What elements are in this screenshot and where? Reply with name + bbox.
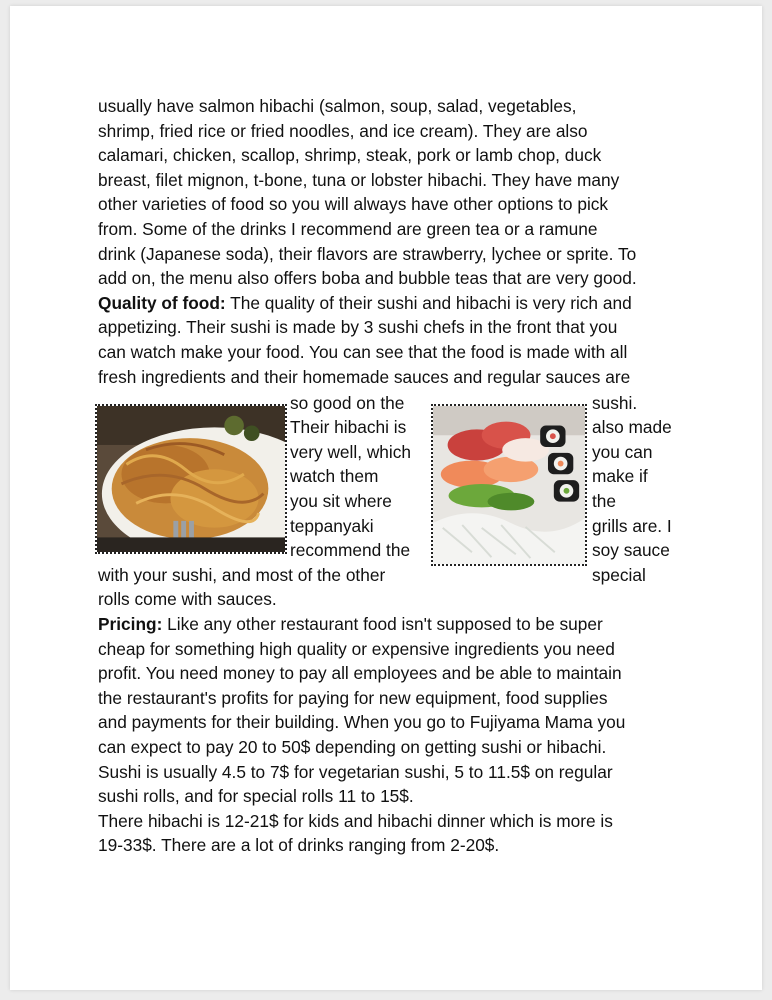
quality-first-line [98,291,632,316]
wrap-text-fragment: recommend the [290,540,411,561]
wrap-text-fragment: also made [592,417,672,438]
pricing-heading: Pricing: [98,614,163,634]
body-text-line: There hibachi is 12-21$ for kids and hibachi dinner which is more is [98,810,613,831]
wrap-text-fragment: you can [592,441,653,462]
quality-heading: Quality of food: [98,292,226,313]
pricing-text: Like any other restaurant food isn't supposed to be super [162,614,603,634]
wrap-text-fragment: you sit where [290,491,392,511]
wrap-text-fragment: watch them [290,466,379,487]
body-text-line: and payments for their building. When you go to Fujiyama Mama you [98,712,626,733]
wrap-text-fragment: very well, which [290,441,412,462]
pricing-first-line [98,612,603,637]
wrap-text-fragment: so good on the [290,392,405,413]
wrap-text-fragment: teppanyaki [290,515,374,536]
body-text-line: drink (Japanese soda), their flavors are strawberry, lychee or sprite. To [98,243,637,264]
hibachi-noodles-image [97,406,285,552]
hibachi-noodles-photo [95,404,287,554]
wrap-text-fragment: special [592,564,646,585]
body-text-line: breast, filet mignon, t-bone, tuna or lobster hibachi. They have many [98,169,620,190]
body-text-line: Sushi is usually 4.5 to 7$ for vegetarian sushi, 5 to 11.5$ on regular [98,761,613,782]
body-text-line: add on, the menu also offers boba and bubble teas that are very good. [98,268,637,289]
wrap-text-fragment: sushi. [592,392,638,413]
wrap-text-fragment: soy sauce [592,540,670,561]
body-text-line: 19-33$. There are a lot of drinks ranging from 2-20$. [98,835,500,856]
wrap-text-fragment: Their hibachi is [290,417,407,438]
body-text-line: can watch make your food. You can see that the food is made with all [98,342,628,362]
body-text-line: profit. You need money to pay all employees and be able to maintain [98,663,622,684]
wrap-text-fragment: grills are. I [592,515,672,536]
document-page [10,6,762,990]
body-text-line: fresh ingredients and their homemade sauces and regular sauces are [98,366,631,387]
body-text-line: the restaurant's profits for paying for new equipment, food supplies [98,687,608,708]
body-text-line: rolls come with sauces. [98,589,277,610]
sushi-platter-image [433,406,585,564]
body-text-line: shrimp, fried rice or fried noodles, and ice cream). They are also [98,120,588,141]
body-text-line: from. Some of the drinks I recommend are green tea or a ramune [98,219,598,239]
body-text-line: calamari, chicken, scallop, shrimp, steak, pork or lamb chop, duck [98,145,602,166]
body-text-line: sushi rolls, and for special rolls 11 to 15$. [98,786,414,807]
body-text-line: other varieties of food so you will always have other options to pick [98,194,609,215]
body-text-line: with your sushi, and most of the other [98,564,386,585]
body-text-line: can expect to pay 20 to 50$ depending on getting sushi or hibachi. [98,737,607,757]
wrap-text-fragment: the [592,491,617,511]
body-text-line: appetizing. Their sushi is made by 3 sushi chefs in the front that you [98,317,618,338]
body-text-line: usually have salmon hibachi (salmon, soup, salad, vegetables, [98,96,577,116]
quality-text: The quality of their sushi and hibachi is very rich and [225,292,632,313]
sushi-platter-photo [431,404,587,566]
body-text-line: cheap for something high quality or expensive ingredients you need [98,638,615,659]
wrap-text-fragment: make if [592,466,648,487]
